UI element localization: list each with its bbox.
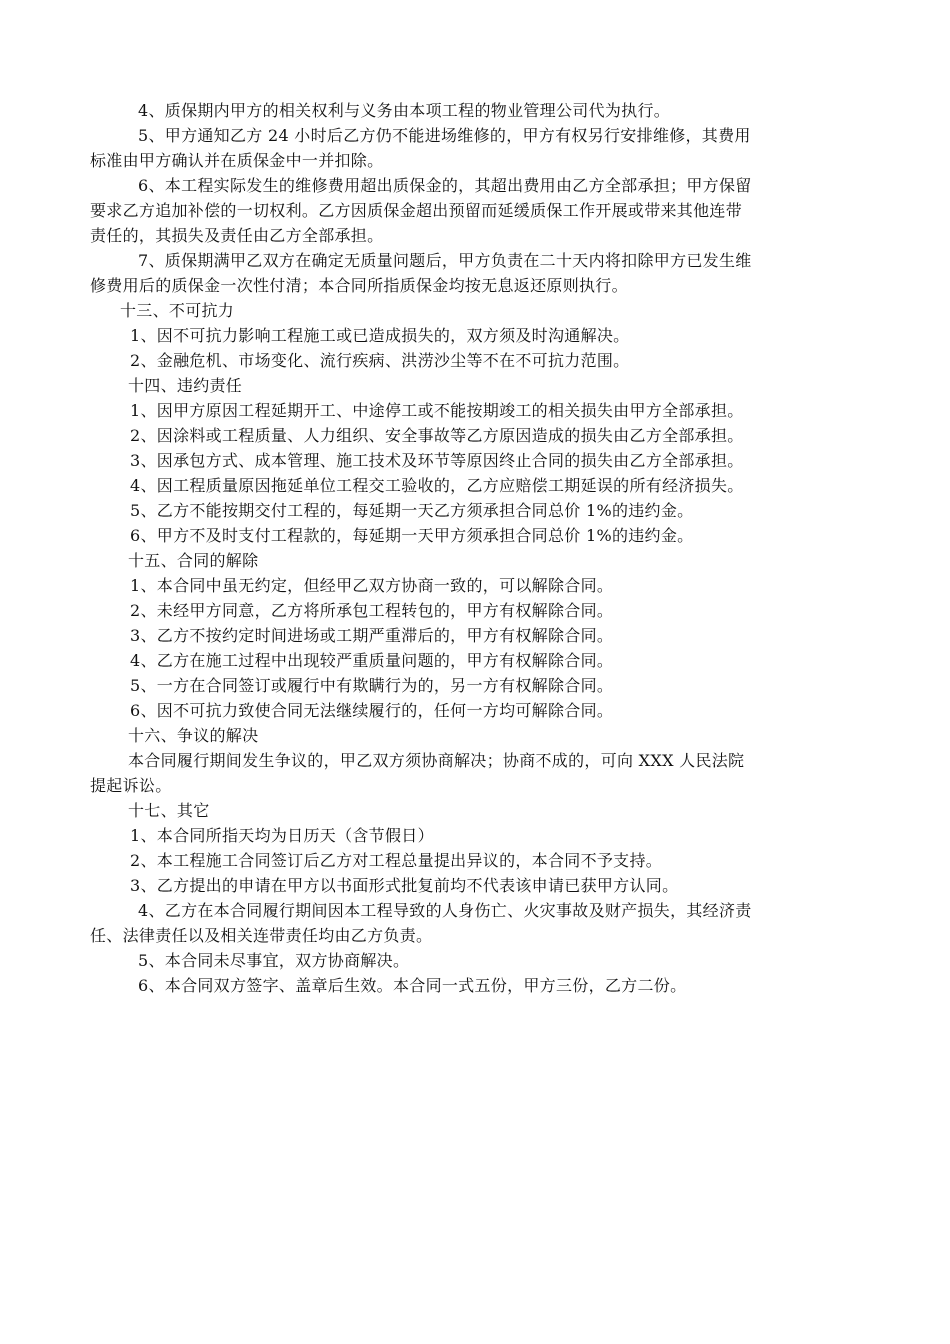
clause-15-2-text: 2、未经甲方同意，乙方将所承包工程转包的，甲方有权解除合同。 bbox=[130, 601, 614, 620]
clause-17-4-text: 4、乙方在本合同履行期间因本工程导致的人身伤亡、火灾事故及财产损失，其经济责 bbox=[138, 901, 752, 920]
clause-13-2-text: 2、金融危机、市场变化、流行疾病、洪涝沙尘等不在不可抗力范围。 bbox=[130, 351, 630, 370]
clause-12-5-text: 5、甲方通知乙方 24 小时后乙方仍不能进场维修的，甲方有权另行安排维修，其费用 bbox=[138, 126, 751, 145]
section-13-heading: 十三、不可抗力 bbox=[120, 301, 235, 320]
clause-14-1-text: 1、因甲方原因工程延期开工、中途停工或不能按期竣工的相关损失由甲方全部承担。 bbox=[130, 401, 744, 420]
clause-15-4-text: 4、乙方在施工过程中出现较严重质量问题的，甲方有权解除合同。 bbox=[130, 651, 614, 670]
clause-15-5-text: 5、一方在合同签订或履行中有欺瞒行为的，另一方有权解除合同。 bbox=[130, 676, 614, 695]
clause-16-text-cont: 提起诉讼。 bbox=[90, 776, 172, 795]
clause-14-2-text: 2、因涂料或工程质量、人力组织、安全事故等乙方原因造成的损失由乙方全部承担。 bbox=[130, 426, 744, 445]
clause-17-3-text: 3、乙方提出的申请在甲方以书面形式批复前均不代表该申请已获甲方认同。 bbox=[130, 876, 679, 895]
clause-12-5-text-cont: 标准由甲方确认并在质保金中一并扣除。 bbox=[90, 151, 384, 170]
clause-14-3-text: 3、因承包方式、成本管理、施工技术及环节等原因终止合同的损失由乙方全部承担。 bbox=[130, 451, 744, 470]
clause-17-5-text: 5、本合同未尽事宜，双方协商解决。 bbox=[138, 951, 410, 970]
clause-15-1-text: 1、本合同中虽无约定，但经甲乙双方协商一致的，可以解除合同。 bbox=[130, 576, 614, 595]
section-15-heading: 十五、合同的解除 bbox=[128, 551, 259, 570]
clause-14-6-text: 6、甲方不及时支付工程款的，每延期一天甲方须承担合同总价 1%的违约金。 bbox=[130, 526, 694, 545]
section-14-heading: 十四、违约责任 bbox=[128, 376, 243, 395]
clause-15-6-text: 6、因不可抗力致使合同无法继续履行的，任何一方均可解除合同。 bbox=[130, 701, 614, 720]
clause-17-4-text-cont: 任、法律责任以及相关连带责任均由乙方负责。 bbox=[90, 926, 433, 945]
section-17-heading: 十七、其它 bbox=[128, 801, 210, 820]
clause-17-1-text: 1、本合同所指天均为日历天（含节假日） bbox=[130, 826, 434, 845]
clause-12-4-text: 4、质保期内甲方的相关权利与义务由本项工程的物业管理公司代为执行。 bbox=[138, 101, 671, 120]
clause-12-7-text-cont: 修费用后的质保金一次性付清；本合同所指质保金均按无息返还原则执行。 bbox=[90, 276, 628, 295]
clause-17-2-text: 2、本工程施工合同签订后乙方对工程总量提出异议的，本合同不予支持。 bbox=[130, 851, 663, 870]
clause-16-text: 本合同履行期间发生争议的，甲乙双方须协商解决；协商不成的，可向 XXX 人民法院 bbox=[128, 751, 745, 770]
clause-12-7-text: 7、质保期满甲乙双方在确定无质量问题后，甲方负责在二十天内将扣除甲方已发生维 bbox=[138, 251, 752, 270]
clause-13-1-text: 1、因不可抗力影响工程施工或已造成损失的，双方须及时沟通解决。 bbox=[130, 326, 630, 345]
clause-14-5-text: 5、乙方不能按期交付工程的，每延期一天乙方须承担合同总价 1%的违约金。 bbox=[130, 501, 694, 520]
clause-17-6-text: 6、本合同双方签字、盖章后生效。本合同一式五份，甲方三份，乙方二份。 bbox=[138, 976, 687, 995]
clause-14-4-text: 4、因工程质量原因拖延单位工程交工验收的，乙方应赔偿工期延误的所有经济损失。 bbox=[130, 476, 744, 495]
clause-12-6-text: 6、本工程实际发生的维修费用超出质保金的，其超出费用由乙方全部承担；甲方保留 bbox=[138, 176, 752, 195]
section-16-heading: 十六、争议的解决 bbox=[128, 726, 259, 745]
clause-12-6-text-cont-2: 责任的，其损失及责任由乙方全部承担。 bbox=[90, 226, 384, 245]
clause-15-3-text: 3、乙方不按约定时间进场或工期严重滞后的，甲方有权解除合同。 bbox=[130, 626, 614, 645]
clause-12-6-text-cont: 要求乙方追加补偿的一切权利。乙方因质保金超出预留而延缓质保工作开展或带来其他连带 bbox=[90, 201, 743, 220]
